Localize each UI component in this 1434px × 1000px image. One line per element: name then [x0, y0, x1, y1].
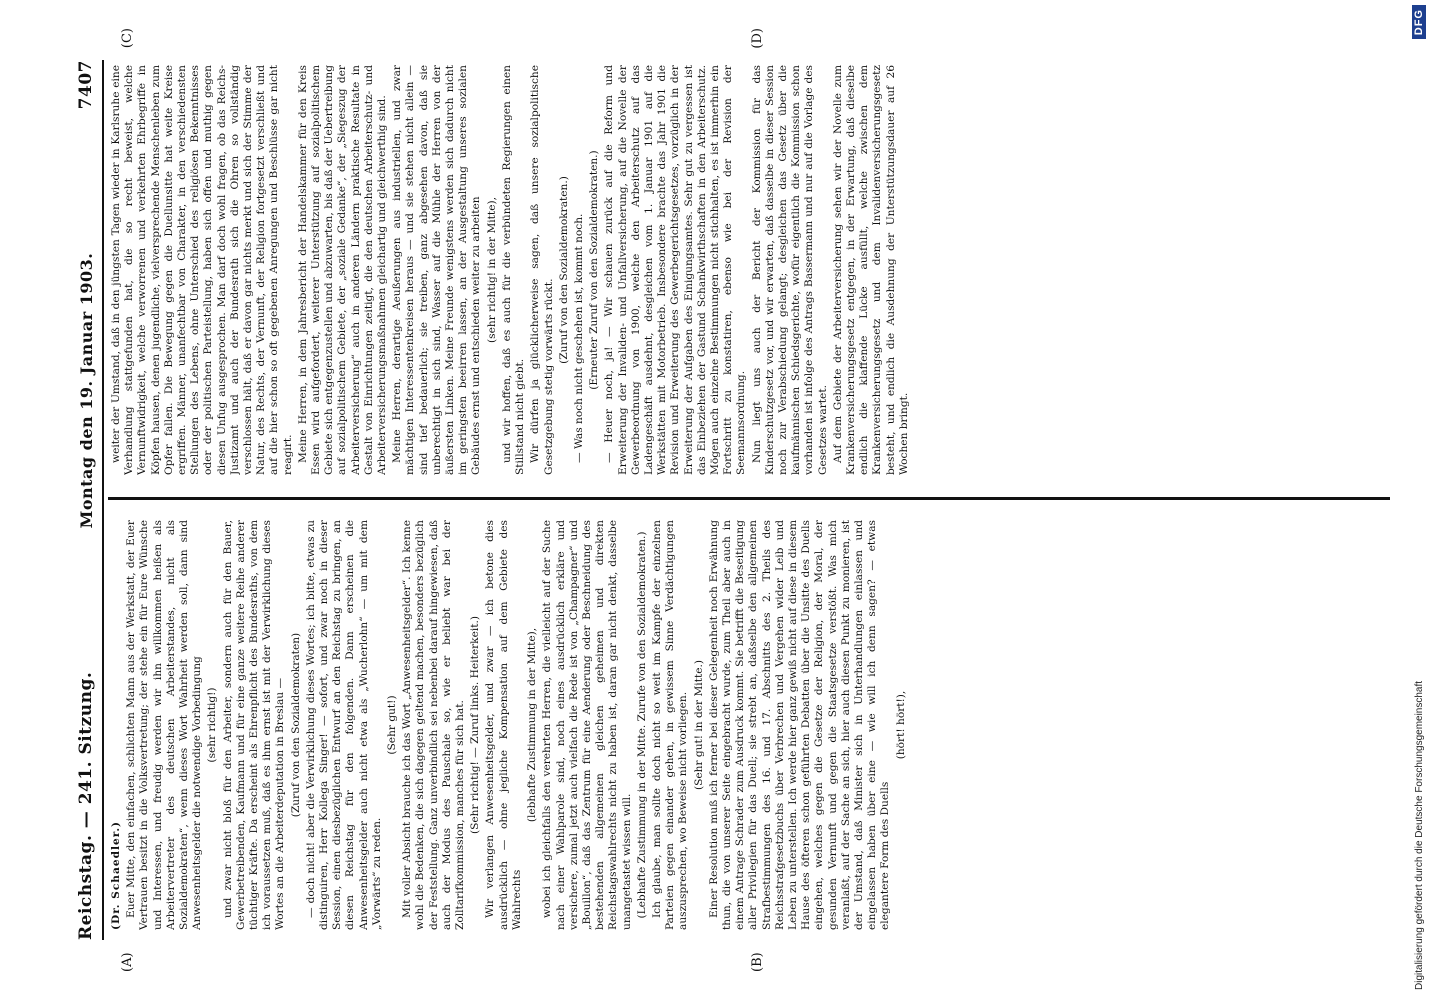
interjection: (Zuruf von den Sozialdemokraten.): [557, 176, 570, 364]
paragraph: Wir dürfen ja glücklicherweise sagen, daß unsere sozialpolitische Gesetzgebung stetig vorwärts rückt.: [529, 65, 555, 475]
digitization-text: Digitalisierung gefördert durch die Deutsche Forschungsgemeinschaft: [1413, 680, 1425, 990]
paragraph: Ich glaube, man sollte doch nicht so weit im Kampfe der einzelnen Parteien gegen einander gehen, in gewissem Sinne Verdächtigungen auszusprechen, wo Beweise nicht vorliegen.: [650, 520, 690, 930]
speaker-name: (Dr. Schaedler.): [110, 820, 122, 930]
dfg-logo: DFG: [1412, 5, 1426, 39]
interjection: (Zuruf von den Sozialdemokraten): [289, 632, 302, 818]
interjection: (Sehr gut!): [386, 695, 399, 755]
paragraph: Mit voller Absicht brauche ich das Wort „Anwesenheitsgelder“. Ich kenne wohl die Bedenken, die sich dagegen geltend machen, besonders bezüglich der Feststellung. Ganz unverbindlich sei nebenbei darauf hingewiesen, daß auch der Modus des Pauschale so, wie er beliebt war bei der Zolltarifkommission, manches für sich hat.: [401, 520, 467, 930]
interjection: (Lebhafte Zustimmung in der Mitte. Zurufe von den Sozialdemokraten.): [635, 531, 648, 919]
page-header: [64, 60, 96, 940]
header-rule: [102, 60, 104, 940]
page-number: 7407: [76, 60, 96, 110]
paragraph: Euer Mitte, den einfachen, schlichten Mann aus der Werkstatt, der Euer Vertrauen besitzt in die Volksvertretung; der stehe ein für Eure Wünsche und Interessen, und freudig werden wir ihn willkommen heißen als Arbeitervertreter des deutschen Arbeiterstandes, nicht als Sozialdemokraten“, wenn dieses Wort Wahrheit werden soll, dann sind Anwesenheitsgelder die notwendige Vorbedingung: [125, 520, 204, 930]
rotated-document-page: [50, 20, 1410, 980]
paragraph: und zwar nicht bloß für den Arbeiter, sondern auch für den Bauer, Gewerbetreibenden, Kaufmann und für eine ganze weitere Reihe anderer tüchtiger Kräfte. Da erscheint als Ehrenpflicht des Bundesraths, von dem ich voraussetzen muß, daß es ihm ernst ist mit der Verwirklichung dieses Wortes an die Arbeiterdeputation in Breslau —: [221, 520, 287, 930]
interjection: (Erneuter Zuruf von den Sozialdemokraten.): [588, 150, 601, 390]
paragraph: — doch nicht! aber die Verwirklichung dieses Wortes; ich bitte, etwas zu distinguiren, Herr Kollega Singer! — sofort, und zwar noch in dieser Session, einen diesbezüglichen Entwurf an den Reichstag zu bringen, an diesen Reichstag für den folgenden. Dann erscheinen die Anwesenheitsgelder auch nicht etwa als „Wucherlohn“ — um mit dem „Vorwärts“ zu reden.: [304, 520, 383, 930]
paragraph: Meine Herren, in dem Jahresbericht der Handelskammer für den Kreis Essen wird aufgefordert, weiterer Unterstützung auf sozialpolitischem Gebiete sich entgegenzustellen und abzuwarten, bis daß der Uebertreibung auf sozialpolitischem Gebiete, der „soziale Gedanke“, der „Siegeszug der Arbeiterversicherung“ auch in anderen Ländern praktische Resultate in Gestalt von Einrichtungen zeitigt, die den deutschen Arbeiterschutz- und Arbeiterversicherungsmaßnahmen gleichartig und gleichwerthig sind.: [296, 65, 389, 475]
right-text-column: [110, 65, 1390, 475]
interjection: (Sehr richtig! — Zuruf links. Heiterkeit.): [469, 616, 482, 835]
interjection: (Sehr gut! in der Mitte.): [692, 660, 705, 790]
digitization-note: [1408, 5, 1430, 990]
header-date: Montag den 19. Januar 1903.: [77, 252, 96, 529]
paragraph: Einer Resolution muß ich ferner bei dieser Gelegenheit noch Erwähnung thun, die von unserer Seite eingebracht wurde, zum Theil aber auch in einem Antrage Schrader zum Ausdruck kommt. Sie betrifft die Beseitigung aller Privilegien für das Duell; sie strebt an, daßselbe den allgemeinen Strafbestimmungen des 16. und 17. Abschnitts des 2. Theils des Reichsstrafgesetzbuchs über Verbrechen und Vergehen wider Leib und Leben zu unterstellen. Ich werde hier ganz gewiß nicht auf diese in diesem Hause des öfteren schon geführten Debatten über die Unsitte des Duells eingehen, welches gegen die Gesetze der Religion, der Moral, der gesunden Vernunft und gegen die Staatsgesetze verstößt. Was mich veranlaßt, auf der Sache an sich, hier auch diesen Punkt zu monieren, ist der Umstand, daß Minister sich in Unterhandlungen einlassen und eingelassen haben über eine — wie will ich denn sagen? — etwas elegantere Form des Duells: [707, 520, 892, 930]
interjection: (sehr richtig! in der Mitte),: [485, 197, 498, 343]
interjection: (lebhafte Zustimmung in der Mitte),: [526, 627, 539, 823]
paragraph: Wir verlangen Anwesenheitsgelder, und zwar — ich betone dies ausdrücklich — ohne jegliche Kompensation auf dem Gebiete des Wahlrechts: [484, 520, 523, 930]
paragraph: und wir hoffen, daß es auch für die verbündeten Regierungen einen Stillstand nicht giebt.: [500, 65, 527, 475]
paragraph: Nun liegt uns auch der Bericht der Kommission für das Kinderschutzgesetz vor, und wir erwarten, daß dasselbe in dieser Session noch zur Verabschiedung gelangt; desgleichen das Gesetz über die kaufmännischen Schiedsgerichte, wofür eigentlich die Kommission schon vorhanden ist infolge des Antrags Bassermann und nur auf die Vorlage des Gesetzes wartet.: [750, 65, 829, 475]
column-divider: [108, 497, 1390, 500]
left-text-column: [110, 520, 1390, 930]
paragraph: — Was noch nicht geschehen ist, kommt noch.: [572, 213, 585, 463]
interjection: (hört! hört!),: [894, 690, 907, 760]
margin-marker-c: (C): [120, 28, 135, 49]
paragraph: wobei ich gleichfalls den verehrten Herren, die vielleicht auf der Suche nach einer Wahlparole sind, noch eines ausdrücklich erkläre und versichere, zumal jetzt auch vielfach die Rede ist von „Champagner“ und „Bouillon“, daß das Zentrum für eine Aenderung oder Beschneidung des bestehenden allgemeinen gleichen geheimen und direkten Reichstagswahlrechts nicht zu haben ist, daran gar nicht denkt, dasselbe unangetastet wissen will.: [541, 520, 633, 930]
margin-marker-a: (A): [120, 952, 135, 972]
paragraph: — Heuer noch, ja! — Wir schauen zurück auf die Reform und Erweiterung der Invaliden- und Unfallversicherung, auf die Novelle der Gewerbeordnung von 1900, welche den Arbeiterschutz auf das Ladengeschäft ausdehnt, desgleichen vom 1. Januar 1901 auf die Werkstätten mit Motorbetrieb. Insbesondere brachte das Jahr 1901 die Revision und Erweiterung des Gewerbegerichtsgesetzes, vorzüglich in der Erweiterung der Aufgaben des Einigungsamtes. Sehr gut zu vergessen ist das Einbeziehen der Gastund Schankwirthschaften in den Arbeiterschutz. Mögen auch einzelne Bestimmungen nicht stichhalten, es ist immerhin ein Fortschritt zu konstatiren, ebenso wie bei der Revision der Seemannsordnung.: [603, 65, 748, 475]
paragraph: Auf dem Gebiete der Arbeiterversicherung sehen wir der Novelle zum Krankenversicherungsgesetz entgegen, in der Erwartung, daß dieselbe endlich die klaffende Lücke ausfüllt, welche zwischen dem Krankenversicherungsgesetz und dem Invalidenversicherungsgesetz besteht, und endlich die Ausdehnung der Unterstützungsdauer auf 26 Wochen bringt.: [831, 65, 910, 475]
header-session: Reichstag. — 241. Sitzung.: [76, 671, 96, 940]
paragraph: Meine Herren, derartige Aeußerungen aus industriellen, und zwar mächtigen Interessentenkreisen heraus — und sie stehen nicht allein — sind tief bedauerlich; sie treiben, ganz abgesehen davon, daß sie unberechtigt in sich sind, Wasser auf die Mühle der Herren von der äußersten Linken. Meine Freunde wenigstens werden sich dadurch nicht im geringsten beeirren lassen, an der Ausgestaltung unseres sozialen Gebäudes ernst und entschieden weiter zu arbeiten: [391, 65, 483, 475]
paragraph: weiter der Umstand, daß in den jüngsten Tagen wieder in Karlsruhe eine Verhandlung stattgefunden hat, die so recht beweist, welche Vernunftwidrigkeit, welche verworrenen und verkehrten Ehrbegriffe in Köpfen hausen, denen jugendliche, vielversprechende Menschenleben zum Opfer fallen. Die Bewegung gegen die Duellunsitte hat weite Kreise ergriffen. Männer, unanfechtbar von Charakter, in den verschiedensten Stellungen des Lebens, ohne Unterschied des religiösen Bekenntnisses oder der politischen Parteistellung, haben sich offen und muthig gegen diesen Unfug ausgesprochen. Man darf doch wohl fragen, ob das Reichs-Justizamt und auch der Bundesrath sich die Ohren so vollständig verschlossen hält, daß er davon gar nichts merkt und sich der Stimme der Natur, des Rechts, der Vernunft, der Religion fortgesetzt verschließt und auf die hier schon so oft gegebenen Anregungen und Beschlüsse gar nicht reagirt.: [110, 65, 294, 475]
margin-marker-b: (B): [750, 952, 765, 972]
interjection: (sehr richtig!): [206, 687, 219, 763]
margin-marker-d: (D): [750, 28, 765, 49]
